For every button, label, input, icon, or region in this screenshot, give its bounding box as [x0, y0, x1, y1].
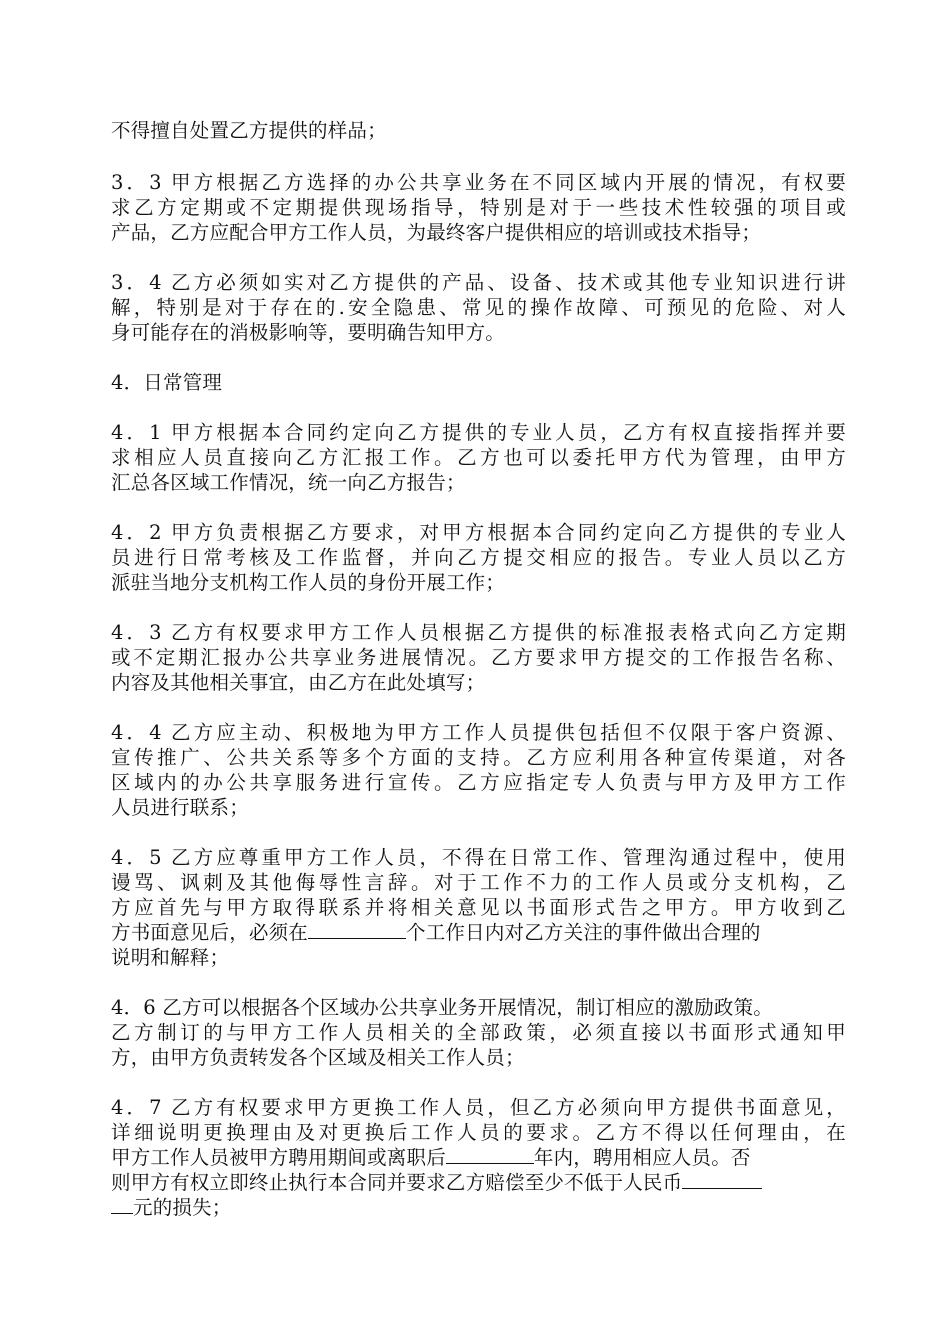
text-line: 求相应人员直接向乙方汇报工作。乙方也可以委托甲方代为管理，由甲方	[111, 446, 846, 469]
text-line: 产品，乙方应配合甲方工作人员，为最终客户提供相应的培训或技术指导；	[111, 221, 762, 244]
fill-in-blank-amount[interactable]	[682, 1170, 762, 1189]
text-line: 4．7 乙方有权要求甲方更换工作人员，但乙方必须向甲方提供书面意见，	[111, 1096, 846, 1119]
text-segment: 年内，聘用相应人员。否	[533, 1146, 751, 1169]
text-line: 区域内的办公共享服务进行宣传。乙方应指定专人负责与甲方及甲方工作	[111, 771, 846, 794]
text-line-with-blank	[111, 920, 846, 945]
text-segment: 个工作日内对乙方关注的事件做出合理的	[406, 921, 761, 944]
text-line: 4．5 乙方应尊重甲方工作人员，不得在日常工作、管理沟通过程中，使用	[111, 846, 846, 869]
text-segment: 元的损失；	[133, 1196, 232, 1219]
text-line: 汇总各区域工作情况，统一向乙方报告；	[111, 471, 466, 494]
paragraph-sample-clause	[111, 118, 846, 143]
text-line: 详细说明更换理由及对更换后工作人员的要求。乙方不得以任何理由，在	[111, 1121, 846, 1144]
text-line: 求乙方定期或不定期提供现场指导，特别是对于一些技术性较强的项目或	[111, 196, 846, 219]
text-segment: 甲方工作人员被甲方聘用期间或离职后	[111, 1146, 446, 1169]
text-line: 说明和解释；	[111, 946, 230, 969]
section-heading: 4．日常管理	[111, 371, 223, 394]
text-line-with-blank	[111, 1170, 846, 1195]
paragraph-4-1	[111, 420, 846, 495]
text-line: 4．4 乙方应主动、积极地为甲方工作人员提供包括但不仅限于客户资源、	[111, 721, 846, 744]
paragraph-3-4	[111, 270, 846, 345]
text-line: 乙方制订的与甲方工作人员相关的全部政策，必须直接以书面形式通知甲	[111, 1021, 846, 1044]
text-segment: 方书面意见后，必须在	[111, 921, 309, 944]
fill-in-blank-days[interactable]	[308, 920, 406, 939]
text-line: 宣传推广、公共关系等多个方面的支持。乙方应利用各种宣传渠道，对各	[111, 746, 846, 769]
text-line: 不得擅自处置乙方提供的样品；	[111, 119, 387, 142]
text-line: 方应首先与甲方取得联系并将相关意见以书面形式告之甲方。甲方收到乙	[111, 896, 846, 919]
text-line: 人员进行联系；	[111, 796, 249, 819]
text-line: 3．4 乙方必须如实对乙方提供的产品、设备、技术或其他专业知识进行讲	[111, 271, 846, 294]
paragraph-4-3	[111, 620, 846, 695]
text-line: 身可能存在的消极影响等，要明确告知甲方。	[111, 321, 506, 344]
text-line: 3．3 甲方根据乙方选择的办公共享业务在不同区域内开展的情况，有权要	[111, 171, 846, 194]
text-line: 4．2 甲方负责根据乙方要求，对甲方根据本合同约定向乙方提供的专业人	[111, 521, 846, 544]
text-line: 或不定期汇报办公共享业务进展情况。乙方要求甲方提交的工作报告名称、	[111, 646, 846, 669]
paragraph-4-2	[111, 520, 846, 595]
text-line: 解，特别是对于存在的.安全隐患、常见的操作故障、可预见的危险、对人	[111, 296, 846, 319]
text-line: 内容及其他相关事宜，由乙方在此处填写；	[111, 671, 486, 694]
text-segment: 则甲方有权立即终止执行本合同并要求乙方赔偿至少不低于人民币	[111, 1171, 683, 1194]
paragraph-4-5	[111, 845, 846, 970]
text-line: 员进行日常考核及工作监督，并向乙方提交相应的报告。专业人员以乙方	[111, 546, 846, 569]
text-line: 派驻当地分支机构工作人员的身份开展工作；	[111, 571, 506, 594]
text-line: 4．6 乙方可以根据各个区域办公共享业务开展情况，制订相应的激励政策。	[111, 996, 774, 1019]
fill-in-blank-amount-continued[interactable]	[111, 1195, 133, 1214]
text-line-with-blank	[111, 1145, 846, 1170]
fill-in-blank-years[interactable]	[446, 1145, 534, 1164]
text-line: 4．3 乙方有权要求甲方工作人员根据乙方提供的标准报表格式向乙方定期	[111, 621, 846, 644]
paragraph-4-4	[111, 720, 846, 820]
section-heading-daily-management	[111, 370, 846, 395]
text-line: 方，由甲方负责转发各个区域及相关工作人员；	[111, 1046, 525, 1069]
paragraph-3-3	[111, 170, 846, 245]
text-line: 谩骂、讽刺及其他侮辱性言辞。对于工作不力的工作人员或分支机构，乙	[111, 871, 846, 894]
paragraph-4-7	[111, 1095, 846, 1220]
text-line-with-blank	[111, 1195, 846, 1220]
text-line: 4．1 甲方根据本合同约定向乙方提供的专业人员，乙方有权直接指挥并要	[111, 421, 846, 444]
paragraph-4-6	[111, 995, 846, 1070]
